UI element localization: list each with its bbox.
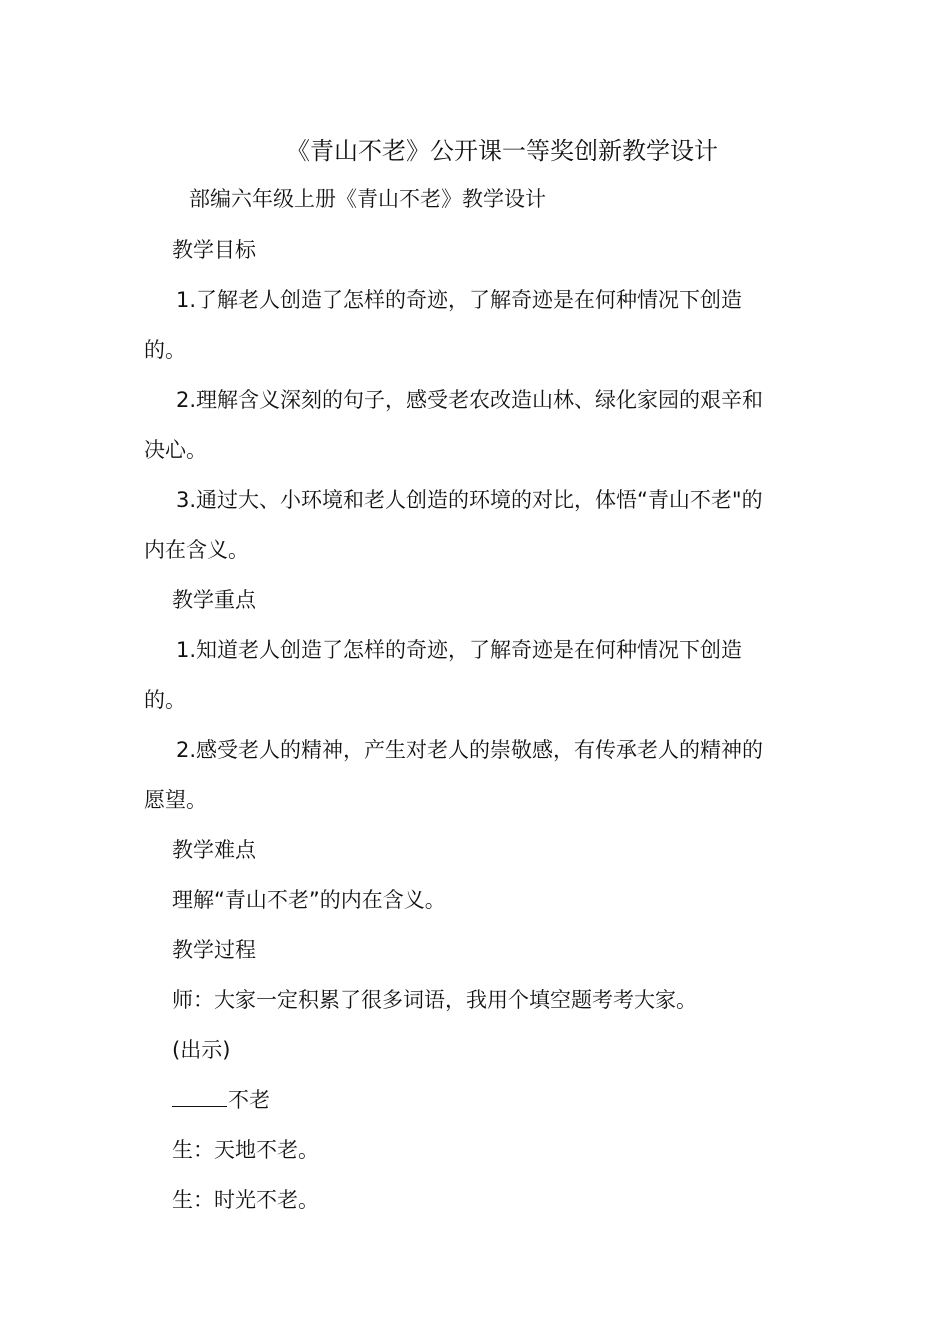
section-heading-difficulties: 教学难点 (172, 838, 256, 862)
objective-3-line-2: 内在含义。 (144, 538, 249, 562)
student-line-1: 生：天地不老。 (172, 1138, 319, 1162)
difficulty-text: 理解“青山不老”的内在含义。 (172, 888, 446, 912)
key-point-1-line-2: 的。 (144, 688, 186, 712)
section-heading-objectives: 教学目标 (172, 238, 256, 262)
fill-blank-suffix: 不老 (228, 1088, 270, 1112)
key-point-2-line-1: 2.感受老人的精神，产生对老人的崇敬感，有传承老人的精神的 (176, 738, 764, 762)
student-line-2: 生：时光不老。 (172, 1188, 319, 1212)
show-line: (出示) (172, 1038, 231, 1062)
document-subtitle: 部编六年级上册《青山不老》教学设计 (189, 187, 546, 211)
document-title: 《青山不老》公开课一等奖创新教学设计 (286, 137, 718, 165)
objective-1-line-2: 的。 (144, 338, 186, 362)
objective-2-line-1: 2.理解含义深刻的句子，感受老农改造山林、绿化家园的艰辛和 (176, 388, 764, 412)
objective-1-line-1: 1.了解老人创造了怎样的奇迹，了解奇迹是在何种情况下创造 (176, 288, 743, 312)
document-body (144, 225, 808, 1225)
section-heading-key-points: 教学重点 (172, 588, 256, 612)
key-point-2-line-2: 愿望。 (144, 788, 207, 812)
teacher-line: 师：大家一定积累了很多词语，我用个填空题考考大家。 (172, 988, 697, 1012)
fill-blank-line (144, 1075, 808, 1125)
fill-blank-underline (172, 1084, 227, 1107)
objective-3-line-1: 3.通过大、小环境和老人创造的环境的对比，体悟“青山不老"的 (176, 488, 763, 512)
objective-2-line-2: 决心。 (144, 438, 207, 462)
key-point-1-line-1: 1.知道老人创造了怎样的奇迹，了解奇迹是在何种情况下创造 (176, 638, 743, 662)
section-heading-process: 教学过程 (172, 938, 256, 962)
